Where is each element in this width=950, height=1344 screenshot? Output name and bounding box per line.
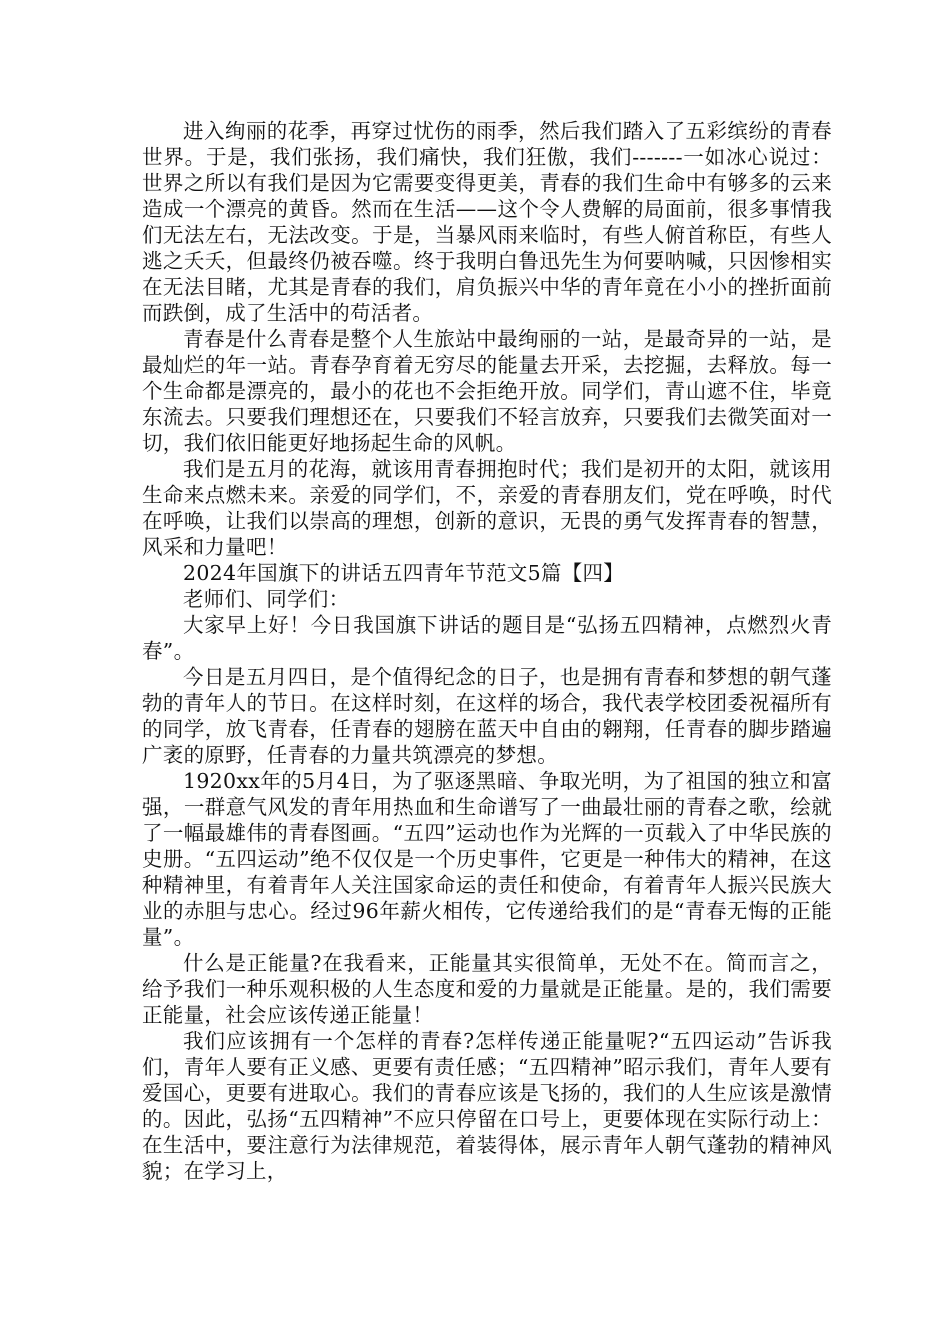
paragraph-greeting: 大家早上好！今日我国旗下讲话的题目是“弘扬五四精神，点燃烈火青春”。: [142, 613, 832, 663]
section-heading: 2024年国旗下的讲话五四青年节范文5篇【四】: [183, 561, 625, 585]
document-body: [142, 118, 832, 1184]
paragraph-4: 今日是五月四日，是个值得纪念的日子，也是拥有青春和梦想的朝气蓬勃的青年人的节日。在这样时刻，在这样的场合，我代表学校团委祝福所有的同学，放飞青春，任青春的翅膀在蓝天中自由的翱翔，任青春的脚步踏遍广袤的原野，任青春的力量共筑漂亮的梦想。: [142, 665, 832, 767]
paragraph-1: 进入绚丽的花季，再穿过忧伤的雨季，然后我们踏入了五彩缤纷的青春世界。于是，我们张扬，我们痛快，我们狂傲，我们-------一如冰心说过：世界之所以有我们是因为它需要变得更美，青春的我们生命中有够多的云来造成一个漂亮的黄昏。然而在生活——这个令人费解的局面前，很多事情我们无法左右，无法改变。于是，当暴风雨来临时，有些人俯首称臣，有些人逃之夭夭，但最终仍被吞噬。终于我明白鲁迅先生为何要呐喊，只因惨相实在无法目睹，尤其是青春的我们，肩负振兴中华的青年竟在小小的挫折面前而跌倒，成了生活中的苟活者。: [142, 119, 832, 325]
paragraph-3: 我们是五月的花海，就该用青春拥抱时代；我们是初开的太阳，就该用生命来点燃未来。亲爱的同学们，不，亲爱的青春朋友们，党在呼唤，时代在呼唤，让我们以崇高的理想，创新的意识，无畏的勇气发挥青春的智慧，风采和力量吧！: [142, 457, 832, 559]
paragraph-2: 青春是什么青春是整个人生旅站中最绚丽的一站，是最奇异的一站，是最灿烂的年一站。青春孕育着无穷尽的能量去开采，去挖掘，去释放。每一个生命都是漂亮的，最小的花也不会拒绝开放。同学们，青山遮不住，毕竟东流去。只要我们理想还在，只要我们不轻言放弃，只要我们去微笑面对一切，我们依旧能更好地扬起生命的风帆。: [142, 327, 832, 455]
salutation: 老师们、同学们：: [183, 587, 350, 611]
paragraph-5: 1920xx年的5月4日，为了驱逐黑暗、争取光明，为了祖国的独立和富强，一群意气风发的青年用热血和生命谱写了一曲最壮丽的青春之歌，绘就了一幅最雄伟的青春图画。“五四”运动也作为光辉的一页载入了中华民族的史册。“五四运动”绝不仅仅是一个历史事件，它更是一种伟大的精神，在这种精神里，有着青年人关注国家命运的责任和使命，有着青年人振兴民族大业的赤胆与忠心。经过96年薪火相传，它传递给我们的是“青春无悔的正能量”。: [142, 769, 832, 949]
paragraph-7: 我们应该拥有一个怎样的青春?怎样传递正能量呢?“五四运动”告诉我们，青年人要有正义感、更要有责任感；“五四精神”昭示我们，青年人要有爱国心，更要有进取心。我们的青春应该是飞扬的，我们的人生应该是激情的。因此，弘扬“五四精神”不应只停留在口号上，更要体现在实际行动上：在生活中，要注意行为法律规范，着装得体，展示青年人朝气蓬勃的精神风貌；在学习上，: [142, 1029, 832, 1183]
paragraph-6: 什么是正能量?在我看来，正能量其实很简单，无处不在。简而言之，给予我们一种乐观积极的人生态度和爱的力量就是正能量。是的，我们需要正能量，社会应该传递正能量！: [142, 951, 832, 1027]
